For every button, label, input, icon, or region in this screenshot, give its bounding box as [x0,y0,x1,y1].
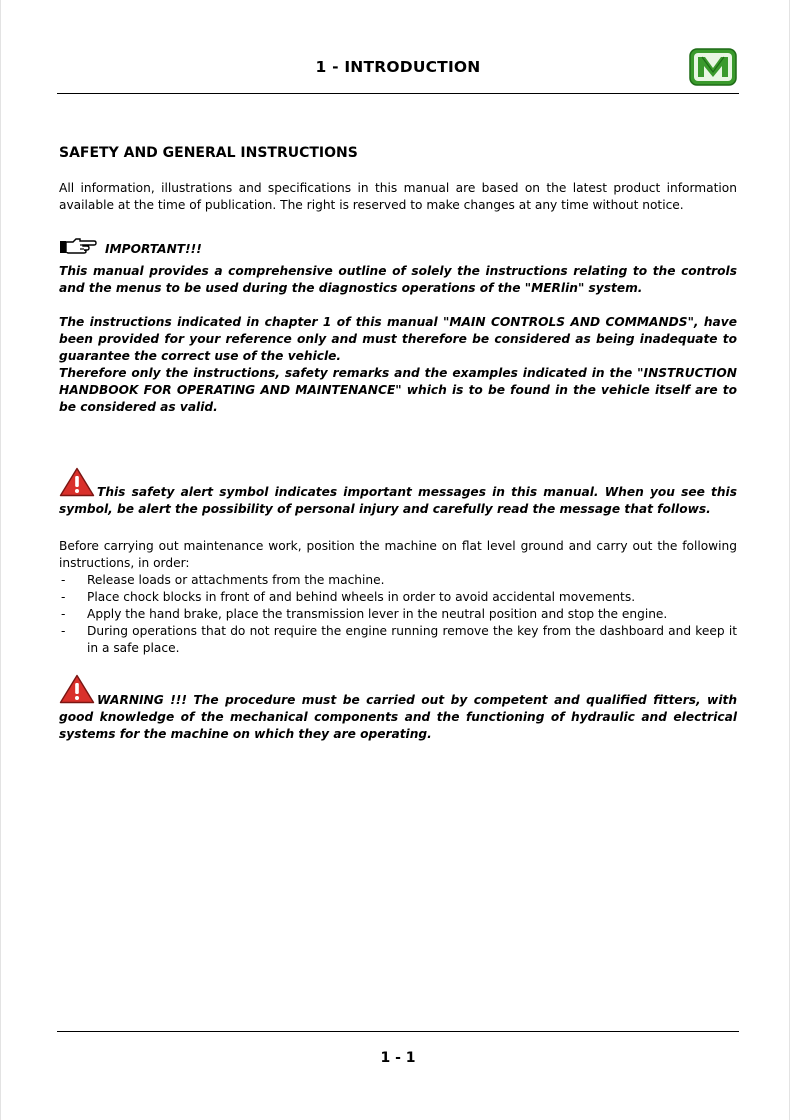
important-paragraph-2: The instructions indicated in chapter 1 of this manual "MAIN CONTROLS AND COMMANDS", have been provided for your reference only and must therefore be considered as being inadequate to guarantee the correct use of the vehicle. [59,315,737,363]
list-item: - Place chock blocks in front of and behind wheels in order to avoid accidental movements. [59,589,737,606]
warning-text-block [59,692,737,743]
important-label: IMPORTANT!!! [105,242,202,256]
important-heading [59,238,202,256]
page-number: 1 - 1 [380,1050,416,1066]
maintenance-block [59,538,737,657]
header-rule [57,93,739,94]
intro-text: All information, illustrations and specifications in this manual are based on the latest product information available at the time of publication. The right is reserved to make changes at any time without notice. [59,181,737,212]
list-item: - Apply the hand brake, place the transmission lever in the neutral position and stop the engine. [59,606,737,623]
pointing-hand-icon [59,238,97,256]
maintenance-steps-list [59,572,737,657]
merlin-logo-icon [689,48,737,86]
important-paragraph-1: This manual provides a comprehensive outline of solely the instructions relating to the controls and the menus to be used during the diagnostics operations of the "MERlin" system. [59,264,737,295]
page-header-title: 1 - INTRODUCTION [315,58,481,76]
maintenance-intro: Before carrying out maintenance work, position the machine on flat level ground and carry out the following instructions, in order: [59,539,737,570]
list-item: - During operations that do not require the engine running remove the key from the dashboard and keep it in a safe place. [59,623,737,657]
footer-rule [57,1031,739,1032]
important-block [59,263,737,416]
list-item: - Release loads or attachments from the machine. [59,572,737,589]
section-title: SAFETY AND GENERAL INSTRUCTIONS [59,145,358,161]
important-paragraph-3: Therefore only the instructions, safety remarks and the examples indicated in the "INSTRUCTION HANDBOOK FOR OPERATING AND MAINTENANCE" which is to be found in the vehicle itself are to be considered as valid. [59,366,737,414]
safety-alert-text-block [59,484,737,518]
warning-text: WARNING !!! The procedure must be carried out by competent and qualified fitters, with good knowledge of the mechanical components and the functioning of hydraulic and electrical systems for the machine on which they are operating. [59,693,737,741]
intro-paragraph [59,180,737,214]
safety-alert-text: This safety alert symbol indicates important messages in this manual. When you see this symbol, be alert the possibility of personal injury and carefully read the message that follows. [59,485,737,516]
